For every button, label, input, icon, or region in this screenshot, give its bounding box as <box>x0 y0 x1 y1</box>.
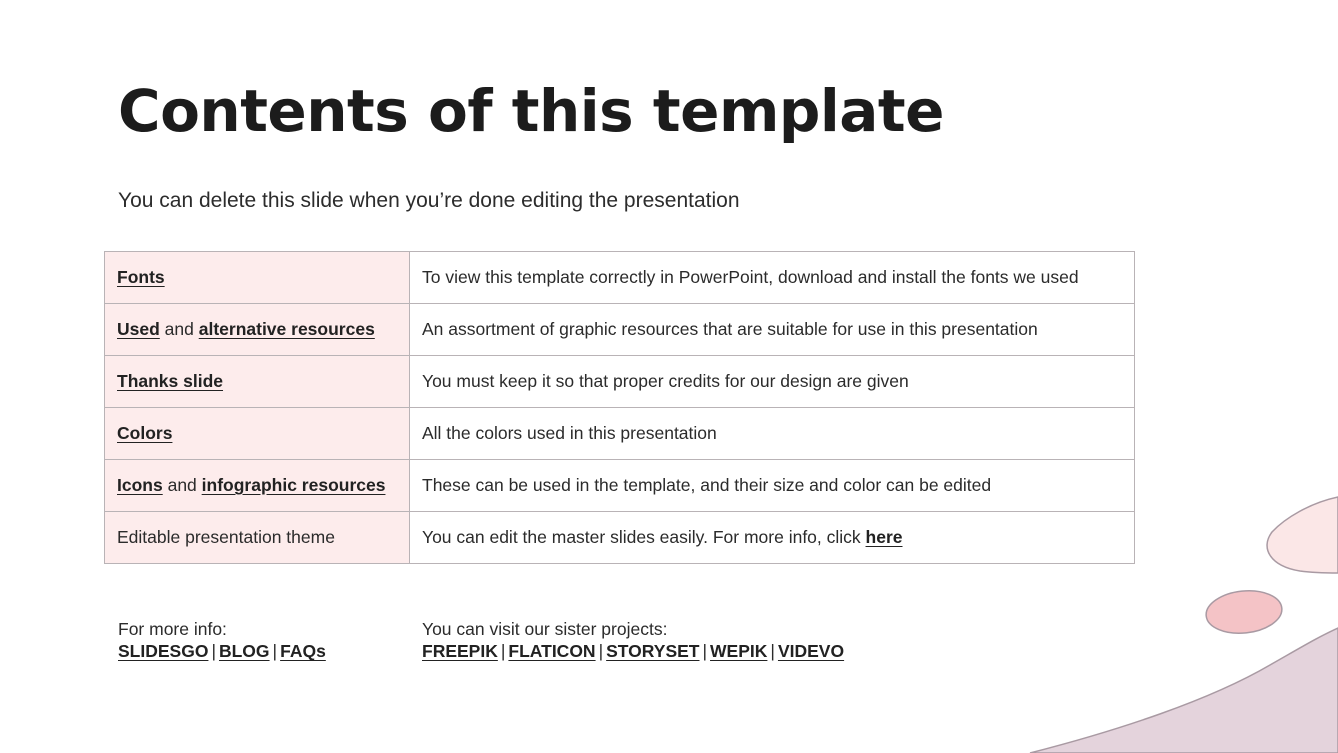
fonts-link[interactable]: Fonts <box>117 267 165 287</box>
footer-sister-projects <box>422 618 844 662</box>
topic-cell <box>105 304 410 356</box>
topic-cell <box>105 408 410 460</box>
description-cell <box>410 252 1135 304</box>
cell-text: and <box>159 319 199 339</box>
infographic-resources-link[interactable]: infographic resources <box>201 475 386 495</box>
table-row <box>105 252 1135 304</box>
table-row <box>105 460 1135 512</box>
footer-info-links <box>118 640 326 662</box>
footer-sister-links <box>422 640 844 662</box>
table-row <box>105 304 1135 356</box>
topic-cell <box>105 460 410 512</box>
table-row <box>105 408 1135 460</box>
footer-info-label: For more info: <box>118 619 227 639</box>
pink-blob-shape <box>1204 587 1284 637</box>
contents-table <box>104 251 1135 564</box>
cell-text: You must keep it so that proper credits for our design are given <box>422 371 909 391</box>
cell-text: and <box>162 475 202 495</box>
link-separator: | <box>500 641 506 661</box>
footer-more-info <box>118 618 326 662</box>
link-separator: | <box>211 641 216 661</box>
link-separator: | <box>702 641 708 661</box>
used-link[interactable]: Used <box>117 319 160 339</box>
topic-cell <box>105 252 410 304</box>
slidesgo-link[interactable]: SLIDESGO <box>118 641 209 661</box>
cell-text: You can edit the master slides easily. For more info, click <box>422 527 866 547</box>
cell-text: All the colors used in this presentation <box>422 423 717 443</box>
cell-text: These can be used in the template, and their size and color can be edited <box>422 475 992 495</box>
blog-link[interactable]: BLOG <box>218 641 270 661</box>
link-separator: | <box>598 641 604 661</box>
page-subtitle: You can delete this slide when you’re done editing the presentation <box>118 189 740 212</box>
thanks-slide-link[interactable]: Thanks slide <box>117 371 224 391</box>
alternative-resources-link[interactable]: alternative resources <box>198 319 375 339</box>
icons-link[interactable]: Icons <box>117 475 163 495</box>
table-row <box>105 356 1135 408</box>
cell-text: An assortment of graphic resources that are suitable for use in this presentation <box>422 319 1038 339</box>
flaticon-link[interactable]: FLATICON <box>508 641 596 661</box>
topic-cell <box>105 512 410 564</box>
link-separator: | <box>272 641 278 661</box>
here-link[interactable]: here <box>865 527 903 547</box>
description-cell <box>410 512 1135 564</box>
wave-shape <box>1030 628 1338 753</box>
description-cell <box>410 304 1135 356</box>
videvo-link[interactable]: VIDEVO <box>777 641 845 661</box>
table-row <box>105 512 1135 564</box>
faqs-link[interactable]: FAQs <box>280 641 326 661</box>
wepik-link[interactable]: WEPIK <box>710 641 768 661</box>
storyset-link[interactable]: STORYSET <box>606 641 700 661</box>
description-cell <box>410 460 1135 512</box>
description-cell <box>410 408 1135 460</box>
footer-sister-label: You can visit our sister projects: <box>422 619 668 639</box>
page-title: Contents of this template <box>118 77 944 145</box>
cell-text: Editable presentation theme <box>117 527 335 547</box>
cell-text: To view this template correctly in PowerPoint, download and install the fonts we used <box>422 267 1079 287</box>
freepik-link[interactable]: FREEPIK <box>422 641 498 661</box>
light-blob-shape <box>1267 497 1338 573</box>
colors-link[interactable]: Colors <box>117 423 173 443</box>
topic-cell <box>105 356 410 408</box>
link-separator: | <box>770 641 775 661</box>
description-cell <box>410 356 1135 408</box>
